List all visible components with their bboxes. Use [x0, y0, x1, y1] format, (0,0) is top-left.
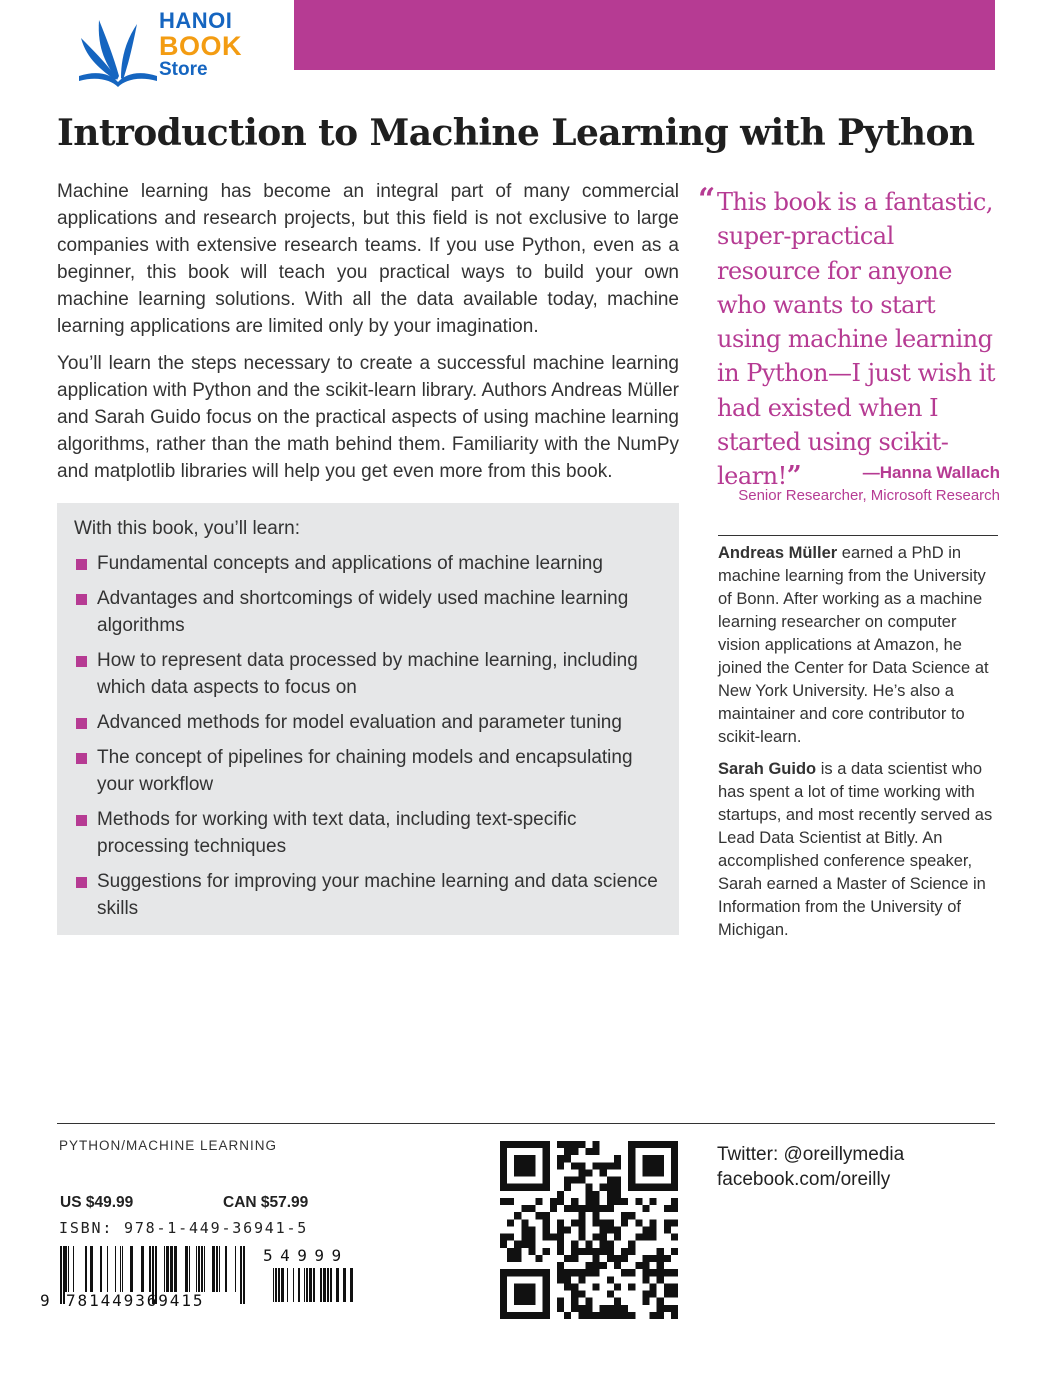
list-item	[74, 647, 661, 701]
facebook-link: facebook.com/oreilly	[717, 1169, 891, 1190]
logo-wordmark	[159, 10, 242, 79]
category-label: PYTHON/MACHINE LEARNING	[59, 1138, 278, 1153]
list-item	[74, 806, 661, 860]
square-bullet-icon	[76, 718, 87, 729]
list-item-text: How to represent data processed by machine learning, including which data aspects to focus on	[97, 650, 638, 698]
list-item-text: Advantages and shortcomings of widely used machine learning algorithms	[97, 588, 629, 636]
footer-divider	[57, 1123, 995, 1124]
author-name: Andreas Müller	[718, 544, 838, 562]
barcode-digits: 781449369415	[66, 1291, 205, 1310]
twitter-handle: Twitter: @oreillymedia	[717, 1144, 905, 1165]
square-bullet-icon	[76, 877, 87, 888]
isbn-label: ISBN: 978-1-449-36941-5	[59, 1219, 309, 1237]
author-bio-text: earned a PhD in machine learning from the University of Bonn. After working as a machine learning researcher on computer vision applications at Amazon, he joined the Center for Data Science at New York University. He’s also a maintainer and core contributor to scikit-learn.	[718, 544, 989, 746]
quote-author: —Hanna Wallach	[862, 463, 1000, 482]
list-item	[74, 744, 661, 798]
author-name: Sarah Guido	[718, 760, 817, 778]
book-description	[57, 178, 679, 495]
square-bullet-icon	[76, 656, 87, 667]
list-item	[74, 550, 661, 577]
qr-code-icon	[500, 1141, 678, 1319]
learn-heading: With this book, you’ll learn:	[74, 518, 300, 539]
logo-line-book: BOOK	[159, 31, 242, 61]
list-item-text: The concept of pipelines for chaining models and encapsulating your workflow	[97, 747, 633, 795]
list-item	[74, 709, 661, 736]
barcode-lead-digit: 9	[40, 1291, 50, 1310]
social-links	[717, 1142, 904, 1192]
logo-line-hanoi: HANOI	[159, 8, 233, 33]
top-color-band	[294, 0, 995, 70]
square-bullet-icon	[76, 594, 87, 605]
list-item-text: Methods for working with text data, including text-specific processing techniques	[97, 809, 577, 857]
price-us: US $49.99	[60, 1194, 134, 1211]
price-can: CAN $57.99	[223, 1194, 309, 1211]
book-title: Introduction to Machine Learning with Python	[57, 112, 975, 154]
bio-divider	[718, 535, 998, 536]
learn-box	[57, 503, 679, 935]
book-icon	[77, 10, 159, 90]
author-bio-guido	[718, 758, 1000, 942]
square-bullet-icon	[76, 559, 87, 570]
testimonial-quote	[717, 185, 1002, 494]
description-paragraph-2: You’ll learn the steps necessary to create a successful machine learning application with Python and the scikit-learn library. Authors Andreas Müller and Sarah Guido focus on the practical aspects of using machine learning algorithms, rather than the math behind them. Familiarity with the NumPy and matplotlib libraries will help you get even more from this book.	[57, 353, 679, 482]
list-item-text: Advanced methods for model evaluation and parameter tuning	[97, 712, 622, 733]
list-item	[74, 585, 661, 639]
author-bio-text: is a data scientist who has spent a lot of time working with startups, and most recently served as Lead Data Scientist at Bitly. An accomplished conference speaker, Sarah earned a Master of Science in Information from the University of Michigan.	[718, 760, 993, 939]
quote-author-role: Senior Researcher, Microsoft Research	[738, 487, 1000, 504]
author-bio-muller	[718, 542, 1000, 749]
barcode-addon-digits: 54999	[263, 1246, 349, 1265]
quote-open-mark: “	[698, 182, 716, 217]
list-item-text: Fundamental concepts and applications of machine learning	[97, 553, 603, 574]
list-item-text: Suggestions for improving your machine learning and data science skills	[97, 871, 658, 919]
square-bullet-icon	[76, 753, 87, 764]
list-item	[74, 868, 661, 922]
learn-list	[74, 550, 661, 922]
store-logo	[55, 0, 294, 98]
quote-close-mark: ”	[786, 461, 802, 492]
logo-line-store: Store	[159, 59, 208, 80]
quote-text: This book is a fantastic, super-practical resource for anyone who wants to start using machine learning in Python—I just wish it had existed when I started using scikit-learn!	[717, 188, 996, 491]
square-bullet-icon	[76, 815, 87, 826]
description-paragraph-1: Machine learning has become an integral part of many commercial applications and research projects, but this field is not exclusive to large companies with extensive research teams. If you use Python, even as a beginner, this book will teach you practical ways to build your own machine learning solutions. With all the data available today, machine learning applications are limited only by your imagination.	[57, 181, 679, 337]
author-bios	[718, 542, 1000, 951]
